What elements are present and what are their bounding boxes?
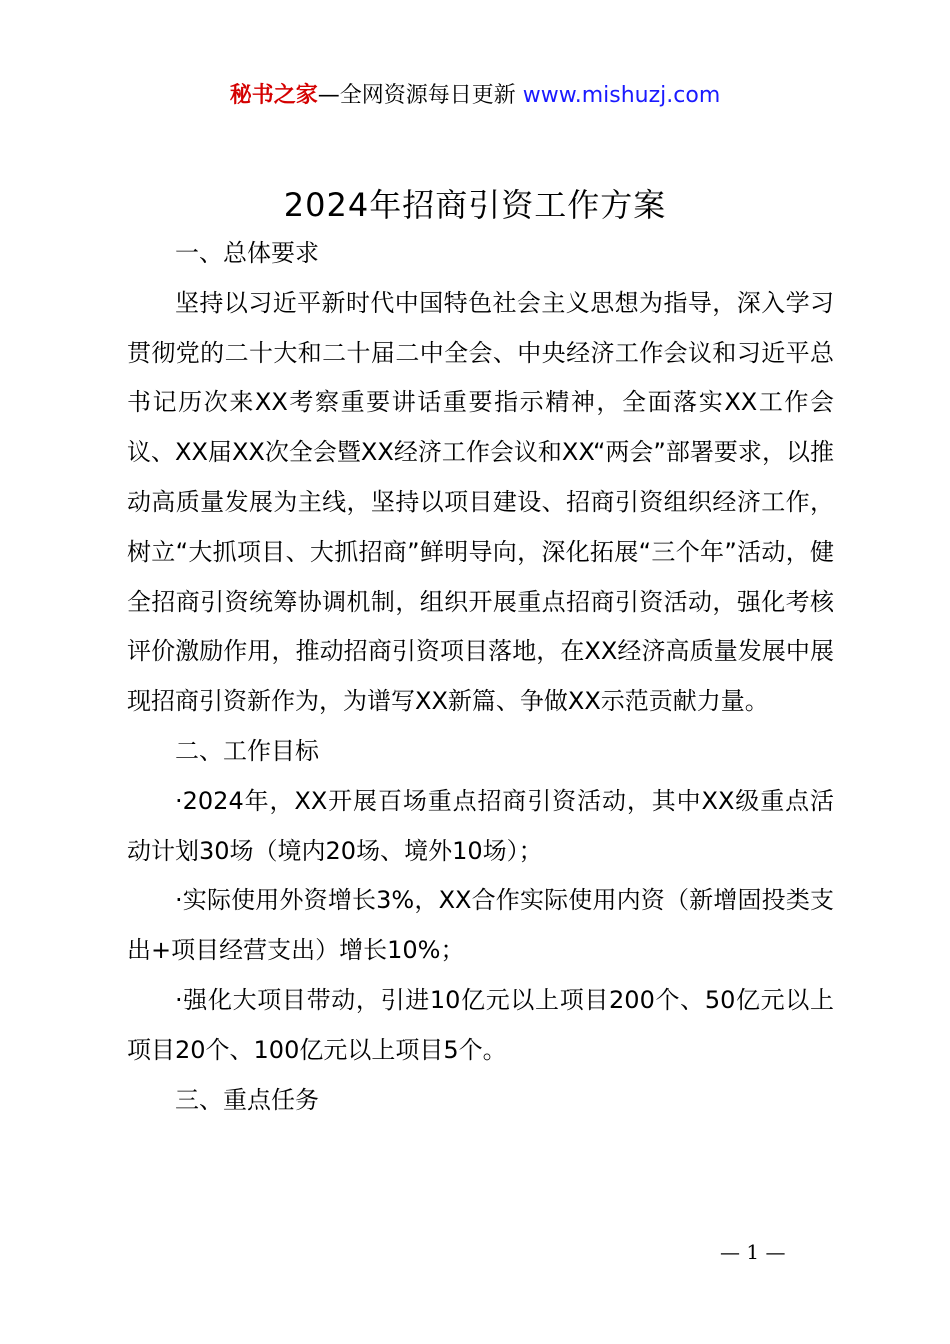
goal-item-activities: ·2024年，XX开展百场重点招商引资活动，其中XX级重点活动计划30场（境内20场、境外10场）； xyxy=(127,786,834,865)
site-brand: 秘书之家 xyxy=(229,83,318,108)
paragraph-overall-requirements: 坚持以习近平新时代中国特色社会主义思想为指导，深入学习贯彻党的二十大和二十届二中全会、中央经济工作会议和习近平总书记历次来XX考察重要讲话重要指示精神，全面落实XX工作会议、XX届XX次全会暨XX经济工作会议和XX“两会”部署要求，以推动高质量发展为主线，坚持以项目建设、招商引资组织经济工作，树立“大抓项目、大抓招商”鲜明导向，深化拓展“三个年”活动，健全招商引资统筹协调机制，组织开展重点招商引资活动，强化考核评价激励作用，推动招商引资项目落地，在XX经济高质量发展中展现招商引资新作为，为谱写XX新篇、争做XX示范贡献力量。 xyxy=(127,288,834,716)
site-tagline: —全网资源每日更新 xyxy=(317,83,516,108)
goal-item-major-projects: ·强化大项目带动，引进10亿元以上项目200个、50亿元以上项目20个、100亿元以上项目5个。 xyxy=(127,985,834,1064)
page-number: — 1 — xyxy=(720,1240,786,1264)
site-url-link[interactable]: www.mishuzj.com xyxy=(522,83,721,108)
site-header xyxy=(0,80,950,112)
section-heading-overall-requirements: 一、总体要求 xyxy=(175,239,319,267)
section-heading-work-goals: 二、工作目标 xyxy=(175,736,319,765)
section-heading-key-tasks: 三、重点任务 xyxy=(175,1085,319,1114)
document-title: 2024年招商引资工作方案 xyxy=(283,186,667,224)
document-body xyxy=(127,229,834,1125)
goal-item-investment-growth: ·实际使用外资增长3%，XX合作实际使用内资（新增固投类支出+项目经营支出）增长10%； xyxy=(127,886,834,965)
